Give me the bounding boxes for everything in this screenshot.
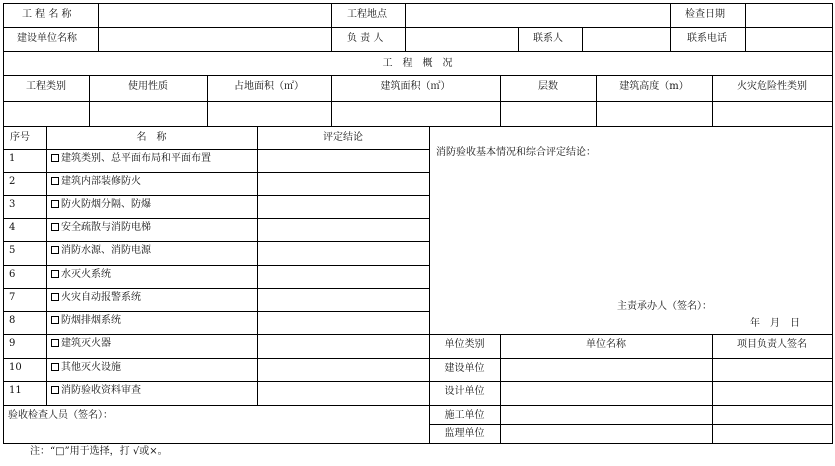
unit-row-supervision: 监理单位 <box>444 428 485 439</box>
item-row <box>51 292 141 304</box>
grid-line <box>429 381 833 382</box>
checkbox-icon[interactable] <box>51 223 59 231</box>
inspector-signature-label: 验收检查人员（签名）： <box>8 410 113 421</box>
grid-line <box>745 3 746 52</box>
grid-line <box>405 3 406 52</box>
grid-line <box>3 241 430 242</box>
item-name: 建筑灭火器 <box>61 338 111 349</box>
grid-line <box>3 405 430 406</box>
item-seq: 3 <box>9 199 16 210</box>
conclusion-label: 消防验收基本情况和综合评定结论： <box>436 147 596 158</box>
item-seq: 6 <box>9 269 16 280</box>
checkbox-icon[interactable] <box>51 293 59 301</box>
item-name: 火灾自动报警系统 <box>61 292 141 303</box>
item-seq: 8 <box>9 315 16 326</box>
grid-line <box>582 27 583 52</box>
item-name: 水灭火系统 <box>61 269 111 280</box>
grid-line <box>3 101 833 102</box>
grid-line <box>3 149 430 150</box>
grid-line <box>670 3 671 52</box>
grid-line <box>3 288 430 289</box>
item-seq: 10 <box>9 362 22 373</box>
item-name: 防烟排烟系统 <box>61 315 121 326</box>
items-col-seq: 序号 <box>10 132 30 143</box>
grid-line <box>429 358 833 359</box>
items-col-name: 名 称 <box>136 132 167 143</box>
checkbox-icon[interactable] <box>51 177 59 185</box>
item-name: 消防水源、消防电源 <box>61 245 151 256</box>
unit-row-builder: 施工单位 <box>444 410 485 421</box>
item-row <box>51 245 151 257</box>
overview-col-land-area: 占地面积（㎡） <box>234 81 304 92</box>
items-col-conclusion: 评定结论 <box>323 132 363 143</box>
unit-row-construction: 建设单位 <box>444 363 485 374</box>
grid-line <box>3 172 430 173</box>
grid-line <box>3 443 833 444</box>
item-seq: 2 <box>9 176 16 187</box>
grid-line <box>832 3 833 444</box>
grid-line <box>3 358 430 359</box>
units-col-sign: 项目负责人签名 <box>737 339 807 350</box>
undertaker-signature-label: 主责承办人（签名）： <box>617 301 712 312</box>
contact-person-label: 联系人 <box>533 33 563 44</box>
grid-line <box>3 334 430 335</box>
item-row <box>51 153 211 165</box>
grid-line <box>3 27 833 28</box>
grid-line <box>257 126 258 406</box>
units-col-type: 单位类别 <box>444 339 485 350</box>
item-row <box>51 199 151 211</box>
grid-line <box>3 311 430 312</box>
overview-col-usage: 使用性质 <box>128 81 168 92</box>
contact-phone-label: 联系电话 <box>687 33 727 44</box>
checkbox-icon[interactable] <box>51 154 59 162</box>
item-seq: 9 <box>9 338 16 349</box>
grid-line <box>3 126 833 127</box>
item-name: 建筑内部装修防火 <box>61 176 141 187</box>
item-name: 安全疏散与消防电梯 <box>61 222 151 233</box>
grid-line <box>3 218 430 219</box>
project-location-label: 工程地点 <box>347 9 387 20</box>
item-row <box>51 269 111 281</box>
item-seq: 7 <box>9 292 16 303</box>
checkbox-icon[interactable] <box>51 339 59 347</box>
grid-line <box>331 3 332 52</box>
selection-note: 注：“□”用于选择，打 √或×。 <box>30 446 168 457</box>
overview-col-fire-hazard: 火灾危险性类别 <box>737 81 807 92</box>
grid-line <box>3 195 430 196</box>
grid-line <box>429 424 833 425</box>
item-seq: 11 <box>9 385 22 396</box>
grid-line <box>3 75 833 76</box>
checkbox-icon[interactable] <box>51 363 59 371</box>
overview-col-floors: 层数 <box>538 81 558 92</box>
construction-unit-name-label: 建设单位名称 <box>17 33 77 44</box>
item-row <box>51 315 121 327</box>
grid-line <box>3 381 430 382</box>
grid-line <box>429 405 833 406</box>
check-date-label: 检查日期 <box>685 9 725 20</box>
unit-row-design: 设计单位 <box>444 386 485 397</box>
grid-line <box>98 3 99 52</box>
project-name-label: 工 程 名 称 <box>22 9 72 20</box>
overview-col-project-category: 工程类别 <box>26 81 66 92</box>
item-row <box>51 362 121 374</box>
item-seq: 5 <box>9 245 16 256</box>
conclusion-date: 年 月 日 <box>750 318 800 329</box>
overview-title: 工 程 概 况 <box>382 58 453 69</box>
item-name: 其他灭火设施 <box>61 362 121 373</box>
checkbox-icon[interactable] <box>51 270 59 278</box>
item-seq: 1 <box>9 153 16 164</box>
person-in-charge-label: 负 责 人 <box>347 33 384 44</box>
grid-line <box>3 265 430 266</box>
grid-line <box>518 27 519 52</box>
overview-col-building-area: 建筑面积（㎡） <box>380 81 451 92</box>
checkbox-icon[interactable] <box>51 200 59 208</box>
item-seq: 4 <box>9 222 16 233</box>
grid-line <box>46 126 47 406</box>
overview-col-building-height: 建筑高度（m） <box>619 81 689 92</box>
grid-line <box>3 51 833 52</box>
item-name: 消防验收资料审查 <box>61 385 141 396</box>
units-col-name: 单位名称 <box>586 339 626 350</box>
item-row <box>51 385 141 397</box>
item-row <box>51 222 151 234</box>
checkbox-icon[interactable] <box>51 246 59 254</box>
item-row <box>51 338 111 350</box>
item-row <box>51 176 141 188</box>
checkbox-icon[interactable] <box>51 386 59 394</box>
grid-line <box>3 3 833 4</box>
item-name: 建筑类别、总平面布局和平面布置 <box>61 153 211 164</box>
item-name: 防火防烟分隔、防爆 <box>61 199 151 210</box>
checkbox-icon[interactable] <box>51 316 59 324</box>
grid-line <box>429 334 833 335</box>
